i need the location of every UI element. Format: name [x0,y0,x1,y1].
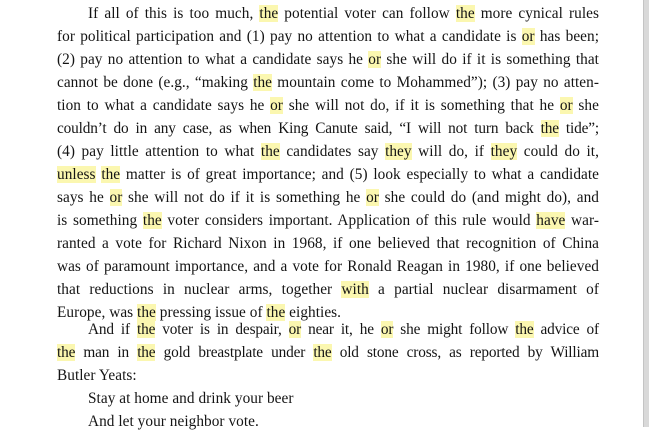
text-run: she could do (and might do), and [378,189,599,206]
text-line [57,341,599,364]
text-run: will do, if [411,143,491,160]
highlighted-word: or [109,189,123,206]
text-run: man in [75,344,138,361]
text-run: (4) pay little attention to what [57,143,261,160]
text-run: she might follow [393,321,516,338]
text-line [57,186,599,209]
text-run: And if [88,321,137,338]
text-run: gold breastplate under [155,344,314,361]
text-run: more cynical rules [474,5,599,22]
text-run: tion to what a candidate says he [57,97,271,114]
text-line [88,410,259,433]
text-run: ranted a vote for Richard Nixon in 1968, if one believed that recognition of China [57,235,599,252]
text-run: eighties. [285,304,342,321]
text-line [57,71,599,94]
text-line [57,278,599,301]
text-run: she will do if it is something that [381,51,599,68]
highlighted-word: the [259,5,279,22]
highlighted-word: the [57,344,76,361]
text-run: is something [57,212,143,229]
text-line [88,387,294,410]
text-run: tide”; [558,120,599,137]
highlighted-word: have [536,212,566,229]
text-run: she [572,97,599,114]
highlighted-word: unless [57,166,96,183]
text-run: near it, he [301,321,381,338]
text-line [57,163,599,186]
text-run: for political participation and (1) pay no attention to what a candidate is [57,28,522,45]
highlighted-word: the [253,74,273,91]
text-run: a partial nuclear disarmament of [368,281,599,298]
scrollbar-edge [643,0,649,427]
text-run: that reductions in nuclear arms, together [57,281,342,298]
highlighted-word: or [521,28,535,45]
text-run: advice of [533,321,599,338]
text-run: Europe, was [57,304,138,321]
text-run: mountain come to Mohammed”); (3) pay no atten- [272,74,599,91]
text-run: old stone cross, as reported by William [331,344,599,361]
text-run: was of paramount importance, and a vote for Ronald Reagan in 1980, if one believed [57,258,599,275]
highlighted-word: the [136,321,156,338]
text-run: couldn’t do in any case, as when King Canute said, “I will not turn back [57,120,541,137]
text-run: If all of this is too much, [88,5,260,22]
text-run: And let your neighbor vote. [88,413,259,430]
text-run: Stay at home and drink your beer [88,390,294,407]
text-run: she will not do, if it is something that he [282,97,560,114]
text-line [57,48,599,71]
highlighted-word: or [288,321,302,338]
text-run: matter is of great importance; and (5) look especially to what a candidate [120,166,599,183]
highlighted-word: or [368,51,382,68]
highlighted-word: the [260,143,280,160]
text-run: voter considers important. Application of this rule would [161,212,537,229]
text-run: potential voter can follow [278,5,456,22]
highlighted-word: the [142,212,162,229]
highlighted-word: or [559,97,573,114]
text-line [88,318,599,341]
highlighted-word: the [515,321,534,338]
text-line [88,2,599,25]
highlighted-word: the [137,344,156,361]
highlighted-word: the [101,166,121,183]
text-line [57,94,599,117]
highlighted-word: they [490,143,518,160]
text-run: says he [57,189,110,206]
text-run: candidates say [279,143,386,160]
highlighted-word: or [270,97,283,114]
text-line [57,117,599,140]
text-run: pressing issue of [155,304,267,321]
highlighted-word: the [266,304,286,321]
highlighted-word: with [341,281,369,298]
highlighted-word: or [366,189,379,206]
highlighted-word: the [540,120,559,137]
text-run: war- [565,212,599,229]
text-run: (2) pay no attention to what a candidate says he [57,51,369,68]
text-run: Butler Yeats: [57,367,137,384]
text-line [57,364,137,387]
highlighted-word: they [385,143,412,160]
text-line [57,140,599,163]
text-run: voter is in despair, [155,321,289,338]
text-line [57,25,599,48]
text-line [57,255,599,278]
highlighted-word: the [137,304,156,321]
text-run: has been; [534,28,599,45]
text-run: could do it, [517,143,599,160]
text-line [57,209,599,232]
highlighted-word: the [313,344,332,361]
highlighted-word: the [455,5,475,22]
text-run: cannot be done (e.g., “making [57,74,254,91]
text-line [57,232,599,255]
highlighted-word: or [380,321,394,338]
text-run: she will not do if it is something he [122,189,367,206]
